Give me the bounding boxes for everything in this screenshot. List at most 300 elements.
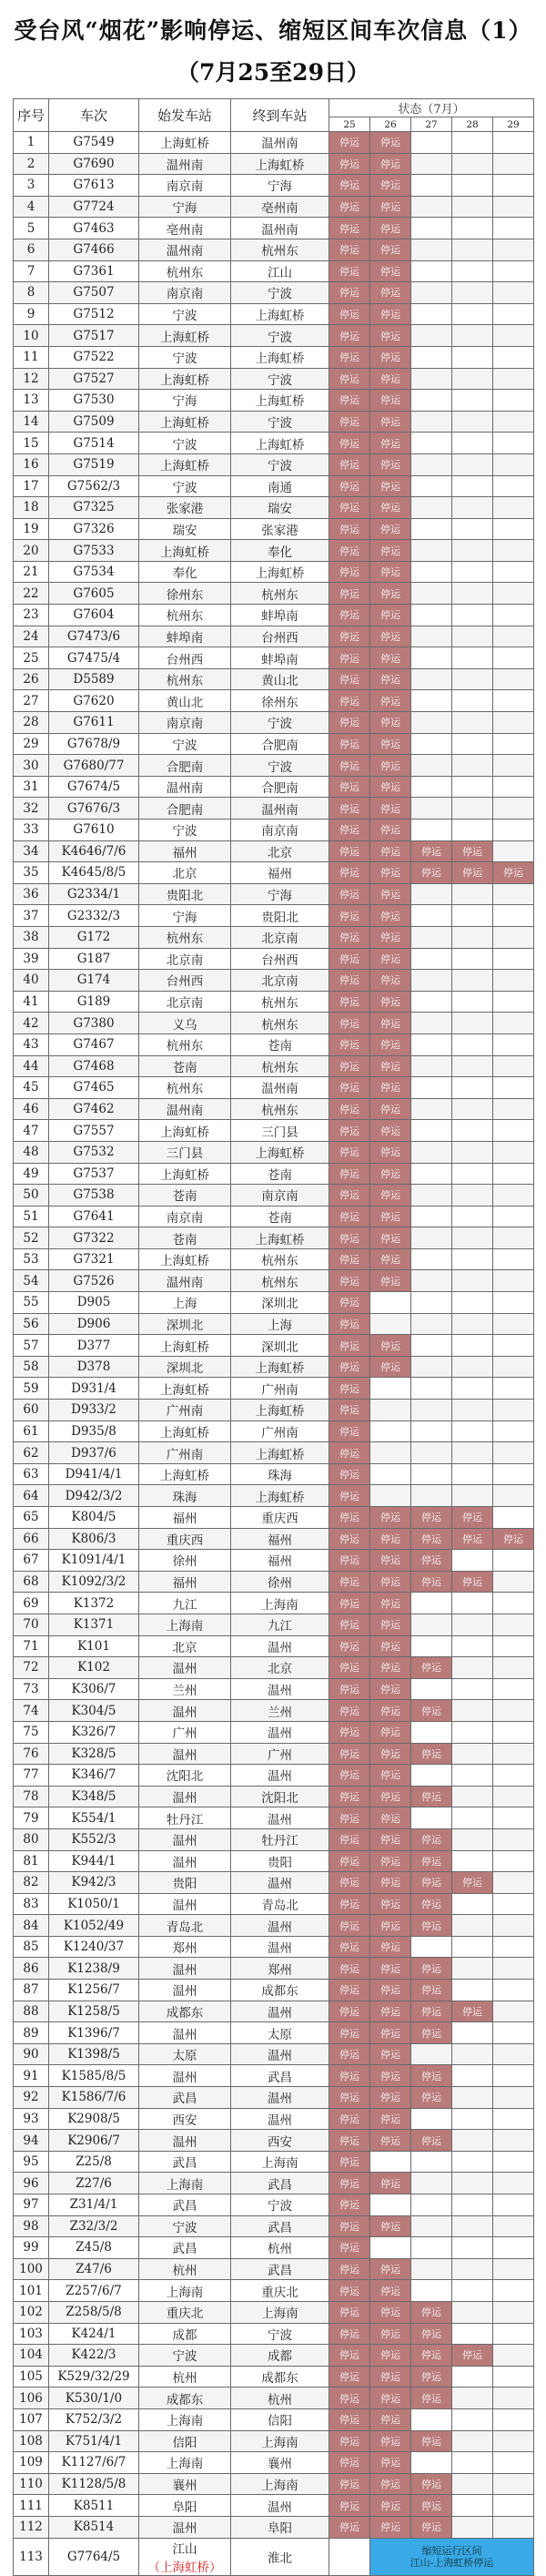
status-cell-empty	[493, 2237, 534, 2259]
cell-train: K422/3	[49, 2345, 139, 2367]
cell-from: 温州	[139, 2022, 231, 2044]
cell-to: 蚌埠南	[231, 605, 329, 626]
status-cell-empty	[411, 948, 452, 970]
status-cell-empty	[493, 1463, 534, 1485]
status-cell-empty	[452, 2215, 493, 2237]
cell-no: 105	[14, 2366, 49, 2388]
status-cell-empty	[452, 2258, 493, 2280]
status-cell-stop: 停运	[329, 2388, 370, 2409]
table-row	[14, 260, 534, 282]
cell-from: 杭州东	[139, 605, 231, 626]
status-cell-empty	[411, 668, 452, 690]
table-row	[14, 1120, 534, 1142]
status-cell-stop: 停运	[370, 497, 411, 519]
status-cell-empty	[493, 1828, 534, 1850]
cell-to: 台州西	[231, 948, 329, 970]
status-cell-empty	[452, 712, 493, 734]
table-row	[14, 605, 534, 626]
status-cell-stop: 停运	[370, 1721, 411, 1743]
table-row	[14, 2301, 534, 2323]
cell-train: K346/7	[49, 1765, 139, 1787]
table-row	[14, 153, 534, 175]
status-cell-stop: 停运	[370, 239, 411, 260]
status-cell-empty	[411, 1013, 452, 1034]
status-cell-stop: 停运	[329, 1765, 370, 1787]
status-cell-stop: 停运	[329, 1292, 370, 1314]
status-cell-empty	[452, 733, 493, 755]
cell-no: 7	[14, 260, 49, 282]
status-cell-empty	[452, 1141, 493, 1163]
status-cell-stop: 停运	[329, 2194, 370, 2216]
cell-train: G7674/5	[49, 776, 139, 798]
status-cell-empty	[452, 2151, 493, 2173]
cell-no: 27	[14, 690, 49, 712]
status-cell-empty	[493, 561, 534, 583]
cell-no: 33	[14, 820, 49, 841]
status-cell-stop: 停运	[329, 1678, 370, 1700]
cell-to: 苍南	[231, 1206, 329, 1227]
status-cell-empty	[452, 1893, 493, 1915]
cell-from: 三门县	[139, 1141, 231, 1163]
cell-no: 73	[14, 1678, 49, 1700]
status-cell-empty	[452, 798, 493, 820]
cell-to: 福州	[231, 862, 329, 884]
status-cell-empty	[452, 540, 493, 562]
status-cell-empty	[411, 1378, 452, 1400]
table-row	[14, 368, 534, 390]
status-cell-empty	[411, 1227, 452, 1249]
status-cell-stop: 停运	[329, 282, 370, 304]
cell-no: 96	[14, 2173, 49, 2194]
cell-from: 上海南	[139, 2280, 231, 2302]
status-cell-empty	[411, 2280, 452, 2302]
status-cell-stop: 停运	[329, 712, 370, 734]
status-cell-stop: 停运	[329, 1850, 370, 1872]
cell-no: 43	[14, 1033, 49, 1055]
status-cell-empty	[452, 2473, 493, 2495]
table-row	[14, 883, 534, 905]
status-cell-empty	[411, 2151, 452, 2173]
status-cell-stop: 停运	[370, 1528, 411, 1550]
status-cell-empty	[493, 2151, 534, 2173]
status-cell-empty	[452, 2043, 493, 2065]
from-station-paren: （上海虹桥）	[147, 2560, 222, 2575]
cell-train: K8511	[49, 2495, 139, 2517]
cell-no: 53	[14, 1248, 49, 1270]
cell-from: 奉化	[139, 561, 231, 583]
cell-from: 温州南	[139, 239, 231, 260]
cell-train: G7475/4	[49, 647, 139, 669]
status-cell-stop: 停运	[370, 433, 411, 454]
status-cell-stop: 停运	[370, 540, 411, 562]
cell-from: 宁海	[139, 905, 231, 927]
cell-from: 信阳	[139, 2430, 231, 2452]
cell-from: 台州西	[139, 970, 231, 992]
cell-no: 88	[14, 2001, 49, 2022]
cell-from: 牡丹江	[139, 1807, 231, 1829]
cell-no: 64	[14, 1485, 49, 1507]
table-row	[14, 540, 534, 562]
cell-to: 张家港	[231, 518, 329, 540]
status-cell-empty	[411, 1206, 452, 1227]
cell-train: K1052/49	[49, 1915, 139, 1937]
status-cell-empty	[493, 1270, 534, 1292]
cell-train: G174	[49, 970, 139, 992]
status-cell-empty	[411, 1120, 452, 1142]
status-cell-empty	[452, 2280, 493, 2302]
cell-no: 97	[14, 2194, 49, 2216]
status-cell-stop: 停运	[329, 1206, 370, 1227]
table-row	[14, 1743, 534, 1765]
cell-to: 上海虹桥	[231, 1227, 329, 1249]
cell-no: 12	[14, 368, 49, 390]
cell-no: 67	[14, 1550, 49, 1572]
status-cell-empty	[411, 1055, 452, 1077]
table-row	[14, 2495, 534, 2517]
status-cell-empty	[411, 1163, 452, 1185]
table-row	[14, 218, 534, 239]
status-cell-stop: 停运	[370, 2280, 411, 2302]
status-cell-stop: 停运	[329, 1700, 370, 1722]
cell-to: 宁波	[231, 2194, 329, 2216]
status-cell-empty	[493, 1872, 534, 1894]
status-cell-stop: 停运	[329, 820, 370, 841]
status-cell-empty	[370, 1313, 411, 1335]
status-cell-empty	[493, 175, 534, 197]
cell-from: 贵阳北	[139, 883, 231, 905]
cell-train: Z27/6	[49, 2173, 139, 2194]
cell-train: K306/7	[49, 1678, 139, 1700]
cell-no: 59	[14, 1378, 49, 1400]
status-cell-empty	[493, 2280, 534, 2302]
status-cell-empty	[452, 1463, 493, 1485]
status-cell-stop: 停运	[411, 2366, 452, 2388]
status-cell-stop: 停运	[329, 2495, 370, 2517]
cell-from: 北京南	[139, 991, 231, 1013]
status-cell-stop: 停运	[329, 368, 370, 390]
cell-no: 15	[14, 433, 49, 454]
cell-no: 45	[14, 1077, 49, 1099]
status-cell-stop: 停运	[370, 2087, 411, 2109]
cell-train: D937/6	[49, 1442, 139, 1464]
status-cell-empty	[411, 218, 452, 239]
status-cell-stop: 停运	[370, 518, 411, 540]
status-cell-empty	[493, 840, 534, 862]
status-cell-empty	[452, 175, 493, 197]
status-cell-empty	[493, 411, 534, 433]
cell-train: G7517	[49, 325, 139, 347]
table-row	[14, 325, 534, 347]
status-cell-stop: 停运	[329, 1463, 370, 1485]
status-cell-stop: 停运	[370, 282, 411, 304]
status-cell-empty	[493, 1915, 534, 1937]
cell-train: G7532	[49, 1141, 139, 1163]
cell-train: K1128/5/8	[49, 2473, 139, 2495]
status-cell-empty	[452, 2408, 493, 2430]
cell-train: K1256/7	[49, 1980, 139, 2001]
status-cell-empty	[452, 1593, 493, 1614]
status-cell-empty	[411, 497, 452, 519]
cell-from: 南京南	[139, 712, 231, 734]
table-row	[14, 2430, 534, 2452]
cell-to: 奉化	[231, 540, 329, 562]
status-cell-stop: 停运	[370, 1700, 411, 1722]
status-cell-stop: 停运	[370, 1335, 411, 1357]
table-row	[14, 2538, 534, 2575]
status-cell-empty	[493, 1786, 534, 1807]
cell-from: 杭州东	[139, 668, 231, 690]
status-cell-empty	[411, 1313, 452, 1335]
cell-from: 青岛北	[139, 1915, 231, 1937]
status-cell-empty	[493, 712, 534, 734]
cell-to: 杭州东	[231, 1055, 329, 1077]
status-cell-empty	[411, 1807, 452, 1829]
cell-to: 牡丹江	[231, 1828, 329, 1850]
status-cell-empty	[452, 1678, 493, 1700]
status-cell-empty	[452, 239, 493, 260]
status-cell-stop: 停运	[370, 2001, 411, 2022]
table-row	[14, 132, 534, 154]
status-cell-stop: 停运	[329, 583, 370, 605]
status-cell-empty	[452, 948, 493, 970]
cell-train: G7468	[49, 1055, 139, 1077]
cell-train: G7690	[49, 153, 139, 175]
status-cell-empty	[411, 390, 452, 412]
status-cell-stop: 停运	[329, 1120, 370, 1142]
cell-from: 上海南	[139, 1614, 231, 1635]
cell-no: 18	[14, 497, 49, 519]
cell-train: G7321	[49, 1248, 139, 1270]
status-cell-stop: 停运	[329, 948, 370, 970]
cell-no: 98	[14, 2215, 49, 2237]
cell-to: 上海	[231, 1313, 329, 1335]
cell-from: 宁波	[139, 820, 231, 841]
cell-no: 55	[14, 1292, 49, 1314]
cell-to: 杭州	[231, 2237, 329, 2259]
cell-train: G7473/6	[49, 626, 139, 647]
status-cell-stop: 停运	[329, 905, 370, 927]
cell-from: 义乌	[139, 1013, 231, 1034]
cell-train: G7519	[49, 453, 139, 475]
status-cell-stop: 停运	[329, 1485, 370, 1507]
cell-no: 40	[14, 970, 49, 992]
cell-no: 23	[14, 605, 49, 626]
status-cell-empty	[452, 2065, 493, 2087]
status-cell-empty	[452, 1248, 493, 1270]
cell-train: G7676/3	[49, 798, 139, 820]
status-cell-stop: 停运	[329, 798, 370, 820]
status-cell-stop: 停运	[370, 1614, 411, 1635]
cell-from: 武昌	[139, 2087, 231, 2109]
cell-to: 宁波	[231, 368, 329, 390]
status-cell-empty	[493, 368, 534, 390]
cell-from: 阜阳	[139, 2495, 231, 2517]
status-cell-stop: 停运	[329, 540, 370, 562]
cell-to: 温州南	[231, 218, 329, 239]
status-cell-empty	[411, 1335, 452, 1357]
cell-to: 广州南	[231, 1420, 329, 1442]
page-title: 受台风“烟花”影响停运、缩短区间车次信息（1）	[14, 17, 532, 44]
table-row	[14, 1292, 534, 1314]
cell-train: G7613	[49, 175, 139, 197]
status-cell-stop: 停运	[329, 2237, 370, 2259]
status-cell-empty	[493, 346, 534, 368]
cell-no: 57	[14, 1335, 49, 1357]
cell-train: G7538	[49, 1185, 139, 1207]
cell-train: G7530	[49, 390, 139, 412]
status-cell-empty	[411, 260, 452, 282]
status-cell-stop: 停运	[329, 647, 370, 669]
status-cell-stop: 停运	[452, 862, 493, 884]
cell-train: K530/1/0	[49, 2388, 139, 2409]
cell-to: 温州南	[231, 1077, 329, 1099]
cell-to: 温州南	[231, 132, 329, 154]
cell-to: 温州	[231, 2495, 329, 2517]
status-cell-stop: 停运	[329, 2516, 370, 2538]
status-cell-empty	[411, 518, 452, 540]
cell-to: 南通	[231, 475, 329, 497]
status-cell-empty	[452, 776, 493, 798]
table-row	[14, 2065, 534, 2087]
table-row	[14, 2258, 534, 2280]
status-cell-stop: 停运	[411, 862, 452, 884]
status-cell-stop: 停运	[370, 862, 411, 884]
cell-train: G7549	[49, 132, 139, 154]
status-cell-empty	[493, 1678, 534, 1700]
cell-to: 成都	[231, 2345, 329, 2367]
cell-from: 温州	[139, 2065, 231, 2087]
status-cell-empty	[411, 647, 452, 669]
cell-to: 宁波	[231, 712, 329, 734]
table-row	[14, 1378, 534, 1400]
cell-no: 92	[14, 2087, 49, 2109]
from-station: 江山	[172, 2541, 197, 2557]
cell-train: G7620	[49, 690, 139, 712]
status-cell-empty	[493, 1850, 534, 1872]
cell-no: 89	[14, 2022, 49, 2044]
cell-train: G7326	[49, 518, 139, 540]
cell-to: 温州	[231, 2108, 329, 2130]
status-cell-empty	[493, 1163, 534, 1185]
cell-no: 5	[14, 218, 49, 239]
cell-train: G7610	[49, 820, 139, 841]
cell-train: D5589	[49, 668, 139, 690]
cell-no: 44	[14, 1055, 49, 1077]
cell-to: 江山	[231, 260, 329, 282]
status-cell-empty	[411, 1635, 452, 1657]
cell-no: 71	[14, 1635, 49, 1657]
cell-to: 徐州	[231, 1571, 329, 1593]
status-cell-stop: 停运	[370, 1743, 411, 1765]
cell-train: K1050/1	[49, 1893, 139, 1915]
cell-to: 福州	[231, 1528, 329, 1550]
table-row	[14, 2151, 534, 2173]
status-cell-empty	[452, 1657, 493, 1679]
cell-train: G7680/77	[49, 755, 139, 777]
table-row	[14, 626, 534, 647]
cell-no: 86	[14, 1958, 49, 1980]
table-row	[14, 1163, 534, 1185]
cell-to: 南京南	[231, 820, 329, 841]
table-row	[14, 583, 534, 605]
cell-from: 苍南	[139, 1055, 231, 1077]
cell-from: 杭州东	[139, 1077, 231, 1099]
cell-no: 34	[14, 840, 49, 862]
status-cell-stop: 停运	[329, 1313, 370, 1335]
status-cell-empty	[452, 2194, 493, 2216]
status-cell-empty	[411, 175, 452, 197]
status-cell-empty	[411, 1936, 452, 1958]
table-row	[14, 1206, 534, 1227]
status-cell-stop: 停运	[329, 1528, 370, 1550]
status-cell-empty	[411, 1593, 452, 1614]
status-cell-empty	[452, 2022, 493, 2044]
cell-train: G7605	[49, 583, 139, 605]
status-cell-empty	[411, 1077, 452, 1099]
cell-no: 93	[14, 2108, 49, 2130]
status-cell-empty	[411, 1033, 452, 1055]
note-cell	[370, 2538, 534, 2575]
status-cell-stop: 停运	[370, 2301, 411, 2323]
table-row	[14, 1700, 534, 1722]
status-cell-stop: 停运	[370, 1593, 411, 1614]
cell-from: 徐州东	[139, 583, 231, 605]
cell-no: 80	[14, 1828, 49, 1850]
table-row	[14, 948, 534, 970]
status-cell-empty	[493, 755, 534, 777]
cell-train: K1372	[49, 1593, 139, 1614]
status-cell-empty	[452, 1378, 493, 1400]
status-cell-empty	[411, 2215, 452, 2237]
status-cell-stop: 停运	[329, 1378, 370, 1400]
cell-from: 温州	[139, 1786, 231, 1807]
cell-to: 淮北	[231, 2538, 329, 2575]
cell-from: 杭州东	[139, 260, 231, 282]
cell-to: 深圳北	[231, 1292, 329, 1314]
status-cell-empty	[493, 905, 534, 927]
status-cell-empty	[411, 690, 452, 712]
cell-from: 郑州	[139, 1936, 231, 1958]
status-cell-empty	[452, 1077, 493, 1099]
cell-no: 100	[14, 2258, 49, 2280]
cell-from: 上海虹桥	[139, 453, 231, 475]
cell-no: 29	[14, 733, 49, 755]
status-cell-stop: 停运	[329, 2301, 370, 2323]
status-cell-stop: 停运	[329, 776, 370, 798]
status-cell-empty	[411, 153, 452, 175]
status-cell-stop: 停运	[370, 926, 411, 948]
status-cell-empty	[452, 1980, 493, 2001]
status-cell-empty	[493, 626, 534, 647]
status-cell-empty	[411, 1420, 452, 1442]
cell-from: 南京南	[139, 175, 231, 197]
cell-train: G7465	[49, 1077, 139, 1099]
cell-to: 广州	[231, 1743, 329, 1765]
status-cell-stop: 停运	[370, 175, 411, 197]
cell-train: D377	[49, 1335, 139, 1357]
cell-to: 成都东	[231, 2366, 329, 2388]
status-cell-empty	[493, 2452, 534, 2474]
status-cell-stop: 停运	[452, 1528, 493, 1550]
status-cell-empty	[493, 475, 534, 497]
status-cell-empty	[493, 2516, 534, 2538]
table-row	[14, 1055, 534, 1077]
status-cell-empty	[452, 282, 493, 304]
status-cell-empty	[452, 1206, 493, 1227]
status-cell-empty	[452, 561, 493, 583]
status-cell-stop: 停运	[370, 1657, 411, 1679]
table-row	[14, 905, 534, 927]
